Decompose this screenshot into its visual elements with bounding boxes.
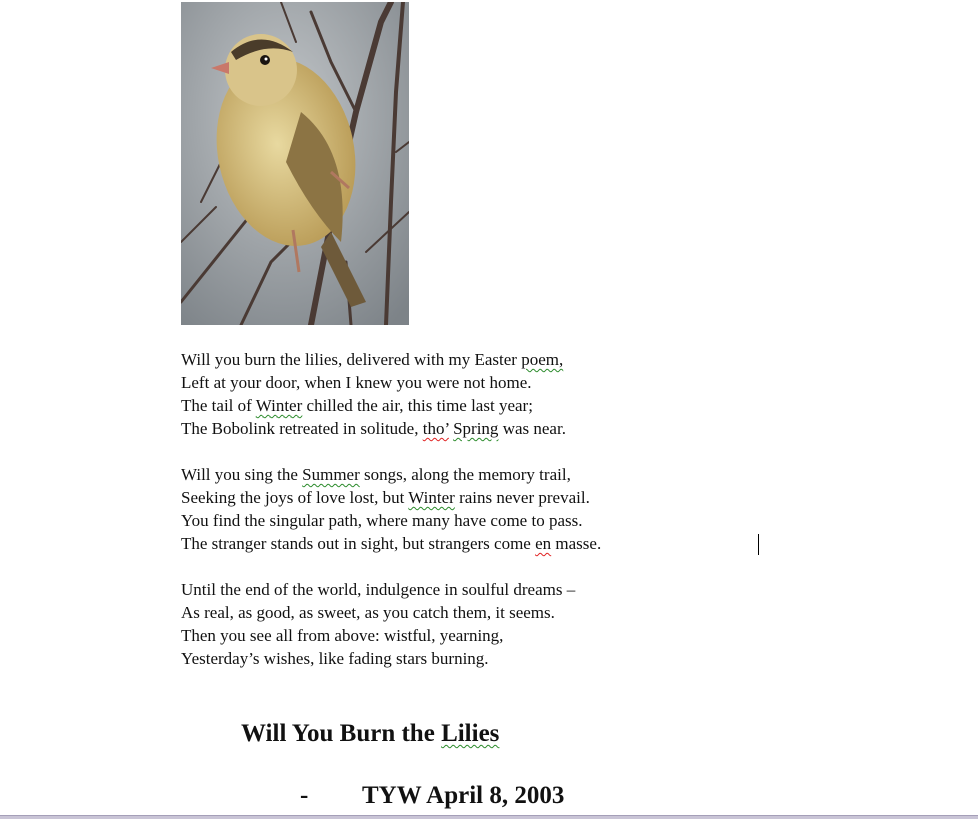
poem-line (181, 624, 601, 647)
stanza (181, 578, 601, 670)
line-text: Seeking the joys of love lost, but (181, 488, 409, 507)
stanza (181, 463, 601, 555)
title-grammar-marked-word: Lilies (441, 720, 500, 747)
grammar-marked-word: Summer (302, 465, 360, 484)
grammar-marked-word: poem, (521, 350, 564, 369)
poem-line (181, 578, 601, 601)
line-text: chilled the air, this time last year; (302, 396, 533, 415)
poem-line (181, 348, 601, 371)
line-text: songs, along the memory trail, (359, 465, 571, 484)
line-text: Until the end of the world, indulgence in soulful dreams – (181, 580, 576, 599)
page-bottom-edge (0, 815, 978, 819)
line-text: Yesterday’s wishes, like fading stars burning. (181, 649, 489, 668)
line-text: The Bobolink retreated in solitude, (181, 419, 423, 438)
grammar-marked-word: Winter (408, 488, 455, 507)
poem-line (181, 647, 601, 670)
line-text: The stranger stands out in sight, but strangers come (181, 534, 536, 553)
text-cursor (758, 534, 759, 555)
line-text: Left at your door, when I knew you were not home. (181, 373, 532, 392)
poem-line (181, 532, 601, 555)
bird-photo (181, 2, 409, 325)
byline-text: TYW April 8, 2003 (362, 782, 565, 809)
poem-line (181, 509, 601, 532)
line-text: Then you see all from above: wistful, yearning, (181, 626, 504, 645)
poem-line (181, 371, 601, 394)
poem-line (181, 417, 601, 440)
grammar-marked-word: Winter (255, 396, 303, 415)
byline (300, 782, 564, 810)
byline-dash: - (300, 782, 309, 809)
title-text: Will You Burn the (241, 720, 442, 747)
poem-line (181, 463, 601, 486)
line-text: As real, as good, as sweet, as you catch them, it seems. (181, 603, 555, 622)
poem-line (181, 486, 601, 509)
bird-on-branch-image (181, 2, 409, 325)
line-text: You find the singular path, where many have come to pass. (181, 511, 583, 530)
poem-text (181, 348, 601, 693)
line-text: masse. (551, 534, 602, 553)
line-text: was near. (498, 419, 566, 438)
poem-title (241, 720, 499, 748)
spelling-marked-word: en (535, 534, 552, 553)
line-text: Will you sing the (181, 465, 303, 484)
line-text: rains never prevail. (454, 488, 590, 507)
poem-line (181, 394, 601, 417)
line-text: Will you burn the lilies, delivered with my Easter (181, 350, 522, 369)
stanza (181, 348, 601, 440)
grammar-marked-word: Spring (453, 419, 499, 438)
poem-line (181, 601, 601, 624)
spelling-marked-word: tho’ (422, 419, 449, 438)
line-text: The tail of (181, 396, 256, 415)
